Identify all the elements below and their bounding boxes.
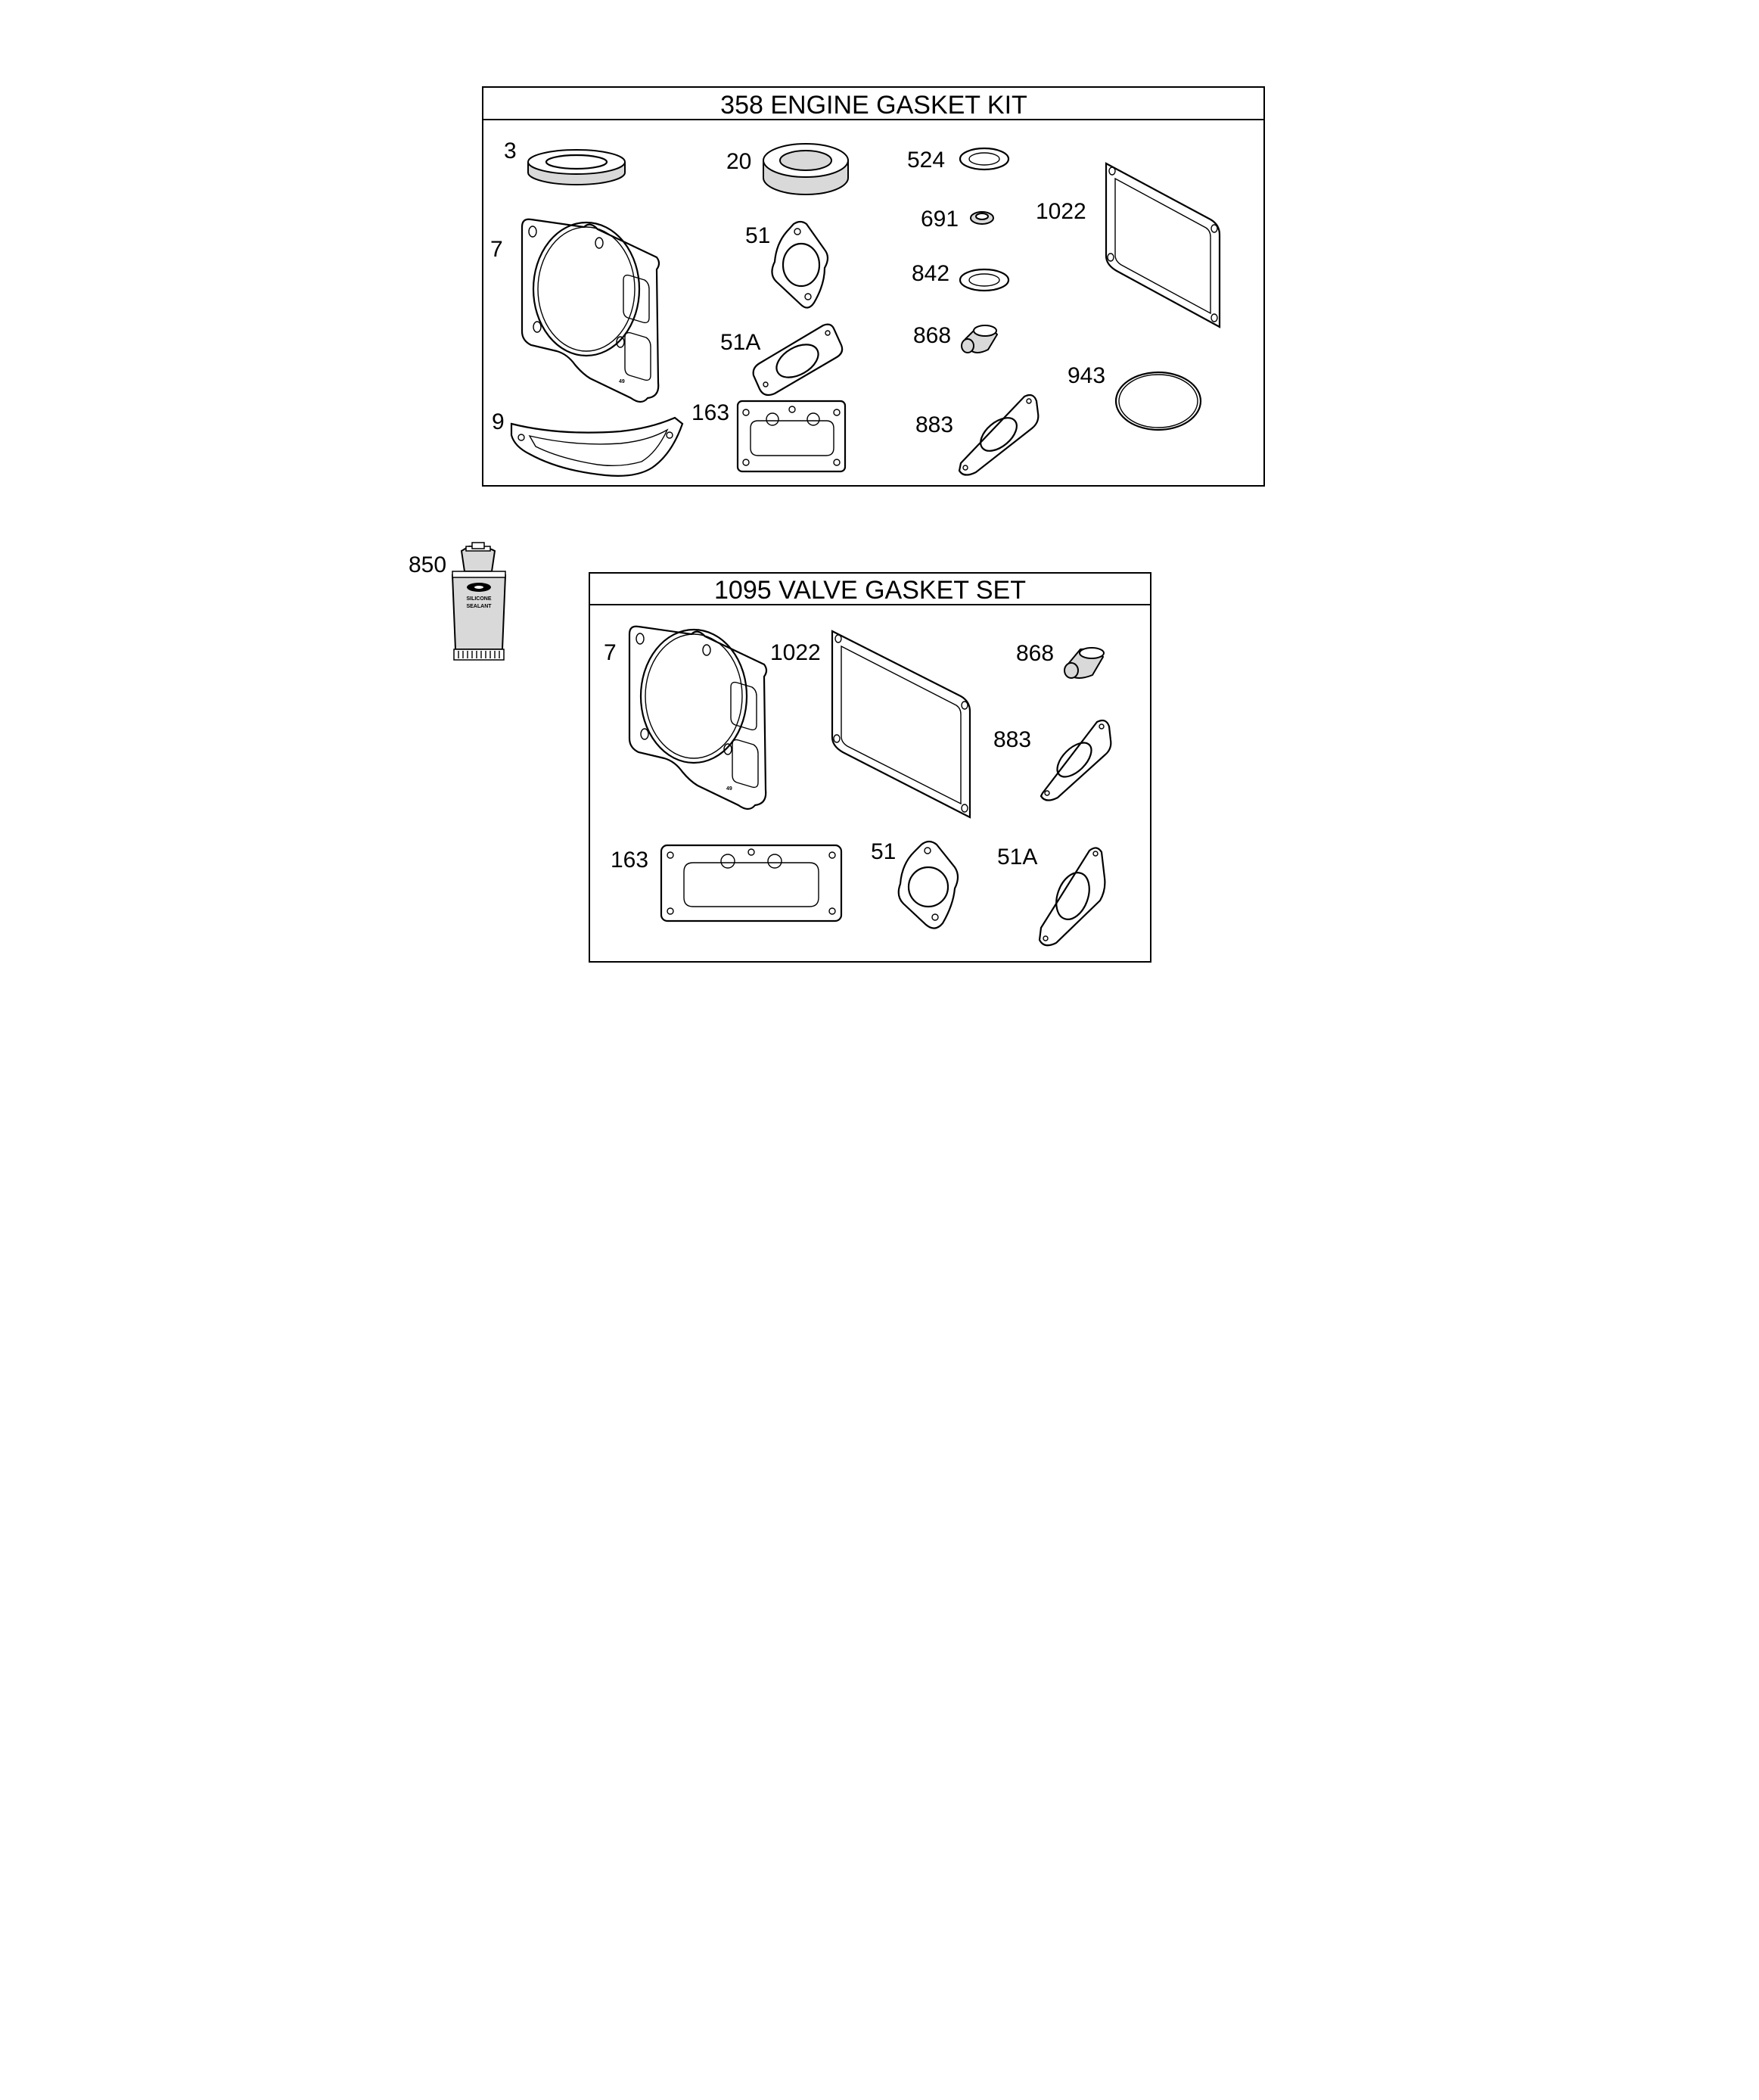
set2-part-label-51A: 51A [997,845,1038,870]
part-label-850: 850 [409,552,447,577]
part-label-51: 51 [745,223,771,248]
set2-part-label-1022: 1022 [770,640,821,665]
part-label-842: 842 [912,261,950,286]
part-label-943: 943 [1068,363,1106,388]
set2-part-label-868: 868 [1016,641,1055,666]
tube-text-silicone: SILICONE [466,596,492,602]
part-850-sealant-tube [409,543,505,660]
part-label-9: 9 [492,409,505,434]
valve-gasket-set-title: 1095 VALVE GASKET SET [714,576,1026,605]
part-label-883: 883 [915,412,954,437]
gasket-stamp-49: 49 [619,379,625,384]
tube-text-sealant: SEALANT [466,604,492,609]
part-label-524: 524 [907,148,946,173]
part-label-3: 3 [504,138,517,163]
part-label-691: 691 [921,207,959,232]
part-label-7: 7 [490,237,503,262]
part-label-868: 868 [913,323,952,348]
part-label-20: 20 [726,149,752,174]
set2-part-label-51: 51 [871,839,897,864]
part-label-163: 163 [691,400,730,425]
part-label-51A: 51A [720,330,761,355]
engine-gasket-kit-title: 358 ENGINE GASKET KIT [720,91,1027,120]
set2-part-label-883: 883 [993,727,1032,752]
part-label-1022: 1022 [1036,199,1086,224]
set2-gasket-stamp-49: 49 [726,786,732,792]
set2-part-label-163: 163 [611,848,649,873]
set2-part-label-7: 7 [604,640,617,665]
